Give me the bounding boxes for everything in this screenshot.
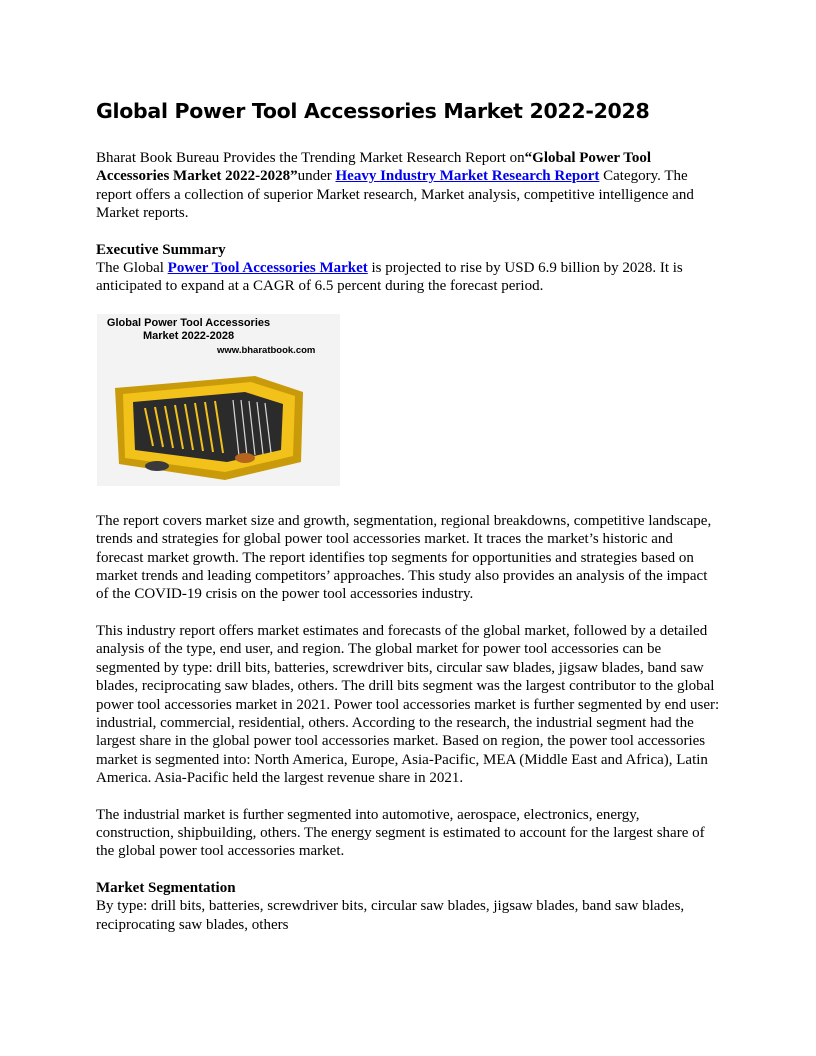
hole-saw <box>235 453 255 463</box>
figure-title-line2: Market 2022-2028 <box>142 329 235 342</box>
paragraph-1: The report covers market size and growth, segmentation, regional breakdowns, competitive landscape, trends and strategies for global power tool accessories market. It traces the market’s historic and forecast market growth. The report identifies top segments for opportunities and strategies based on market trends and leading competitors’ approaches. This study also provides an analysis of the impact of the COVID-19 crisis on the power tool accessories industry. <box>96 512 712 603</box>
figure-title <box>97 317 280 343</box>
market-link[interactable]: Power Tool Accessories Market <box>167 260 368 277</box>
figure-url: www.bharatbook.com <box>217 344 316 356</box>
intro-paragraph <box>96 149 720 223</box>
paragraph-2: This industry report offers market estimates and forecasts of the global market, followed by a detailed analysis of the type, end user, and region. The global market for power tool accessories can be segmented by type: drill bits, batteries, screwdriver bits, circular saw blades, jigsaw blades, band saw blades, reciprocating saw blades, others. The drill bits segment was the largest contributor to the global power tool accessories market in 2021. Power tool accessories market is further segmented by end user: industrial, commercial, residential, others. According to the research, the industrial segment had the largest share in the global power tool accessories market. Based on region, the power tool accessories market is segmented into: North America, Europe, Asia-Pacific, MEA (Middle East and Africa), Latin America. Asia-Pacific held the largest revenue share in 2021. <box>96 622 720 787</box>
bit-holder <box>145 461 169 471</box>
exec-text-before: The Global <box>96 260 168 277</box>
report-title-bold: “Global Power Tool Accessories Market 2022-2028” <box>96 150 652 185</box>
page-title: Global Power Tool Accessories Market 2022-2028 <box>96 99 650 123</box>
paragraph-3: The industrial market is further segmented into automotive, aerospace, electronics, energy, construction, shipbuilding, others. The energy segment is estimated to account for the largest share of the global power tool accessories market. <box>96 806 705 860</box>
executive-summary-section <box>96 241 720 296</box>
report-cover-image <box>97 314 340 486</box>
executive-summary-text <box>96 259 720 296</box>
market-segmentation-heading: Market Segmentation <box>96 879 236 896</box>
market-segmentation-section <box>96 879 720 934</box>
market-segmentation-text: By type: drill bits, batteries, screwdriver bits, circular saw blades, jigsaw blades, band saw blades, reciprocating saw blades, others <box>96 898 685 933</box>
drill-bit-case-icon <box>105 358 305 484</box>
intro-under: under <box>297 168 336 185</box>
document-page <box>96 0 720 934</box>
exec-text-after: is projected to rise by USD 6.9 billion by 2028. It is anticipated to expand at a CAGR of 6.5 percent during the forecast period. <box>96 260 683 295</box>
intro-text-after: Category. The report offers a collection of superior Market research, Market analysis, competitive intelligence and Market reports. <box>96 168 694 222</box>
category-link[interactable]: Heavy Industry Market Research Report <box>335 168 600 185</box>
intro-text-before: Bharat Book Bureau Provides the Trending Market Research Report on <box>96 150 525 166</box>
figure-title-line1: Global Power Tool Accessories <box>106 316 271 329</box>
executive-summary-heading: Executive Summary <box>96 241 226 258</box>
